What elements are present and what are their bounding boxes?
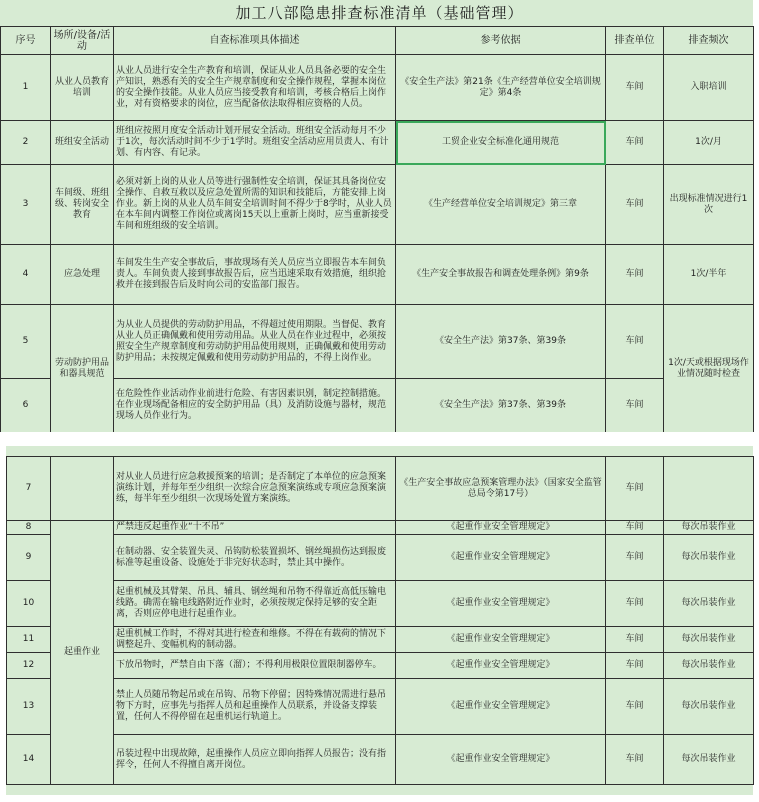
header-row xyxy=(1,27,754,55)
row-desc: 起重机械工作时，不得对其进行检查和维修。不得在有载荷的情况下调整起升、变幅机构的制动器。 xyxy=(114,627,396,653)
row-basis: 《安全生产法》第37条、第39条 xyxy=(396,305,606,379)
row-desc: 从业人员进行安全生产教育和培训，保证从业人员具备必要的安全生产知识，熟悉有关的安全生产规章制度和安全操作规程，掌握本岗位的安全操作技能。从业人员应当接受教育和培训，考核合格后上岗作业，对有资格要求的岗位，应当配备依法取得相应资格的人员。 xyxy=(114,55,396,121)
row-no: 10 xyxy=(7,581,51,627)
row-desc: 在制动器、安全装置失灵、吊钩防松装置损坏、钢丝绳损伤达到报废标准等起重设备、设施处于非完好状态时，禁止其中操作。 xyxy=(114,535,396,581)
table-row[interactable] xyxy=(1,305,754,379)
row-no: 1 xyxy=(1,55,51,121)
table-row[interactable] xyxy=(1,245,754,305)
group-place-lifting: 起重作业 xyxy=(51,521,114,785)
row-unit: 车间 xyxy=(606,305,664,379)
table-row[interactable] xyxy=(1,165,754,245)
standards-table-bottom xyxy=(6,456,754,785)
row-desc: 为从业人员提供的劳动防护用品，不得超过使用期限。当督促、教育从业人员正确佩戴和使用劳动用品。从业人员在作业过程中，必须按照安全生产规章制度和劳动防护用品使用规则，正确佩戴和使用劳动防护用品；未按规定佩戴和使用劳动防护用品的，不得上岗作业。 xyxy=(114,305,396,379)
row-unit: 车间 xyxy=(606,457,664,521)
row-unit: 车间 xyxy=(606,735,664,785)
row-basis: 《安全生产法》第37条、第39条 xyxy=(396,379,606,433)
row-no: 3 xyxy=(1,165,51,245)
row-no: 9 xyxy=(7,535,51,581)
row-freq: 1次/月 xyxy=(664,121,754,165)
row-freq: 每次吊装作业 xyxy=(664,679,754,735)
table-row[interactable] xyxy=(7,457,754,521)
table-row[interactable] xyxy=(7,521,754,535)
row-no: 7 xyxy=(7,457,51,521)
row-basis: 《起重作业安全管理规定》 xyxy=(396,653,606,679)
row-freq: 每次吊装作业 xyxy=(664,627,754,653)
row-freq: 每次吊装作业 xyxy=(664,735,754,785)
row-basis: 《起重作业安全管理规定》 xyxy=(396,735,606,785)
row-freq: 每次吊装作业 xyxy=(664,521,754,535)
page-break-gap xyxy=(0,432,759,446)
header-freq: 排查频次 xyxy=(664,27,754,55)
row-no: 13 xyxy=(7,679,51,735)
row-no: 4 xyxy=(1,245,51,305)
row-desc: 在危险性作业活动作业前进行危险、有害因素识别，制定控制措施。在作业现场配备相应的安全防护用品（具）及消防设施与器材，规范现场人员作业行为。 xyxy=(114,379,396,433)
row-unit: 车间 xyxy=(606,581,664,627)
row-basis: 《起重作业安全管理规定》 xyxy=(396,627,606,653)
row-freq: 每次吊装作业 xyxy=(664,653,754,679)
row-desc: 必须对新上岗的从业人员等进行强制性安全培训，保证其具备岗位安全操作、自救互救以及应急处置所需的知识和技能后，方能安排上岗作业。新上岗的从业人员车间安全培训时间不得少于8学时，从业人员在本车间内调整工作岗位或离岗15天以上重新上岗时，应当重新接受车间和班组级的安全培训。 xyxy=(114,165,396,245)
row-desc: 吊装过程中出现故障，起重操作人员应立即向指挥人员报告；没有指挥令，任何人不得擅自离开岗位。 xyxy=(114,735,396,785)
row-unit: 车间 xyxy=(606,679,664,735)
row-place: 从业人员教育培训 xyxy=(51,55,114,121)
row-freq: 每次吊装作业 xyxy=(664,535,754,581)
row-no: 2 xyxy=(1,121,51,165)
table-row[interactable] xyxy=(7,627,754,653)
header-basis: 参考依据 xyxy=(396,27,606,55)
row-place: 车间级、班组级、转岗安全教育 xyxy=(51,165,114,245)
row-basis-selected-cell[interactable]: 工贸企业安全标准化通用规范 xyxy=(396,121,606,165)
row-basis: 《起重作业安全管理规定》 xyxy=(396,679,606,735)
row-no: 8 xyxy=(7,521,51,535)
row-unit: 车间 xyxy=(606,245,664,305)
row-no: 11 xyxy=(7,627,51,653)
row-desc: 车间发生生产安全事故后，事故现场有关人员应当立即报告本车间负责人。车间负责人接到事故报告后，应当迅速采取有效措施，组织抢救并在接到报告后及时向公司的安监部门报告。 xyxy=(114,245,396,305)
row-desc: 班组应按照月度安全活动计划开展安全活动。班组安全活动每月不少于1次，每次活动时间不少于1学时。班组安全活动应用员责人、有计划、有内容、有记录。 xyxy=(114,121,396,165)
row-place: 班组安全活动 xyxy=(51,121,114,165)
row-no: 14 xyxy=(7,735,51,785)
standards-table-top xyxy=(0,26,754,433)
row-freq: 1次/半年 xyxy=(664,245,754,305)
sheet-part-2 xyxy=(0,446,759,795)
row-desc: 起重机械及其臂架、吊具、辅具、钢丝绳和吊物不得靠近高低压输电线路。确需在输电线路附近作业时，必须按规定保持足够的安全距离，否则应停电进行起重作业。 xyxy=(114,581,396,627)
row-place: 应急处理 xyxy=(51,245,114,305)
row-freq: 出现标准情况进行1次 xyxy=(664,165,754,245)
row-freq: 每次吊装作业 xyxy=(664,581,754,627)
row-basis: 《生产安全事故报告和调查处理条例》第9条 xyxy=(396,245,606,305)
row-unit: 车间 xyxy=(606,653,664,679)
row-freq-empty xyxy=(664,457,754,521)
header-place: 场所/设备/活动 xyxy=(51,27,114,55)
table-row[interactable] xyxy=(7,535,754,581)
row-unit: 车间 xyxy=(606,55,664,121)
row-place-empty xyxy=(51,457,114,521)
row-desc: 严禁违反起重作业“十不吊” xyxy=(114,521,396,535)
group-freq-ppe: 1次/天或根据现场作业情况随时检查 xyxy=(664,305,754,433)
group-place-ppe: 劳动防护用品和器具规范 xyxy=(51,305,114,433)
row-basis: 《起重作业安全管理规定》 xyxy=(396,521,606,535)
row-basis: 《生产经营单位安全培训规定》第三章 xyxy=(396,165,606,245)
row-unit: 车间 xyxy=(606,535,664,581)
table-row[interactable] xyxy=(7,679,754,735)
row-unit: 车间 xyxy=(606,379,664,433)
row-unit: 车间 xyxy=(606,165,664,245)
row-no: 12 xyxy=(7,653,51,679)
table-row[interactable] xyxy=(7,653,754,679)
table-row[interactable] xyxy=(1,121,754,165)
header-unit: 排查单位 xyxy=(606,27,664,55)
row-unit: 车间 xyxy=(606,627,664,653)
row-no: 6 xyxy=(1,379,51,433)
row-basis: 《安全生产法》第21条《生产经营单位安全培训规定》第4条 xyxy=(396,55,606,121)
page-title: 加工八部隐患排查标准清单（基础管理） xyxy=(235,4,524,22)
table-row[interactable] xyxy=(1,55,754,121)
row-desc: 下放吊物时，严禁自由下落（溜）；不得利用极限位置限制器停车。 xyxy=(114,653,396,679)
row-desc: 对从业人员进行应急救援预案的培训；是否制定了本单位的应急预案演练计划，并每年至少组织一次综合应急预案演练或专项应急预案演练，每半年至少组织一次现场处置方案演练。 xyxy=(114,457,396,521)
row-desc: 禁止人员随吊物起吊或在吊钩、吊物下停留；因特殊情况需进行悬吊物下方时，应事先与指挥人员和起重操作人员联系，并设备支撑装置，任何人不得停留在起重机运行轨道上。 xyxy=(114,679,396,735)
row-unit: 车间 xyxy=(606,521,664,535)
header-desc: 自查标准项具体描述 xyxy=(114,27,396,55)
row-basis: 《起重作业安全管理规定》 xyxy=(396,535,606,581)
row-basis: 《起重作业安全管理规定》 xyxy=(396,581,606,627)
table-row[interactable] xyxy=(7,581,754,627)
row-basis: 《生产安全事故应急预案管理办法》（国家安全监管总局令第17号） xyxy=(396,457,606,521)
row-freq: 入职培训 xyxy=(664,55,754,121)
row-no: 5 xyxy=(1,305,51,379)
table-row[interactable] xyxy=(7,735,754,785)
header-no: 序号 xyxy=(1,27,51,55)
table-row[interactable] xyxy=(1,379,754,433)
row-unit: 车间 xyxy=(606,121,664,165)
